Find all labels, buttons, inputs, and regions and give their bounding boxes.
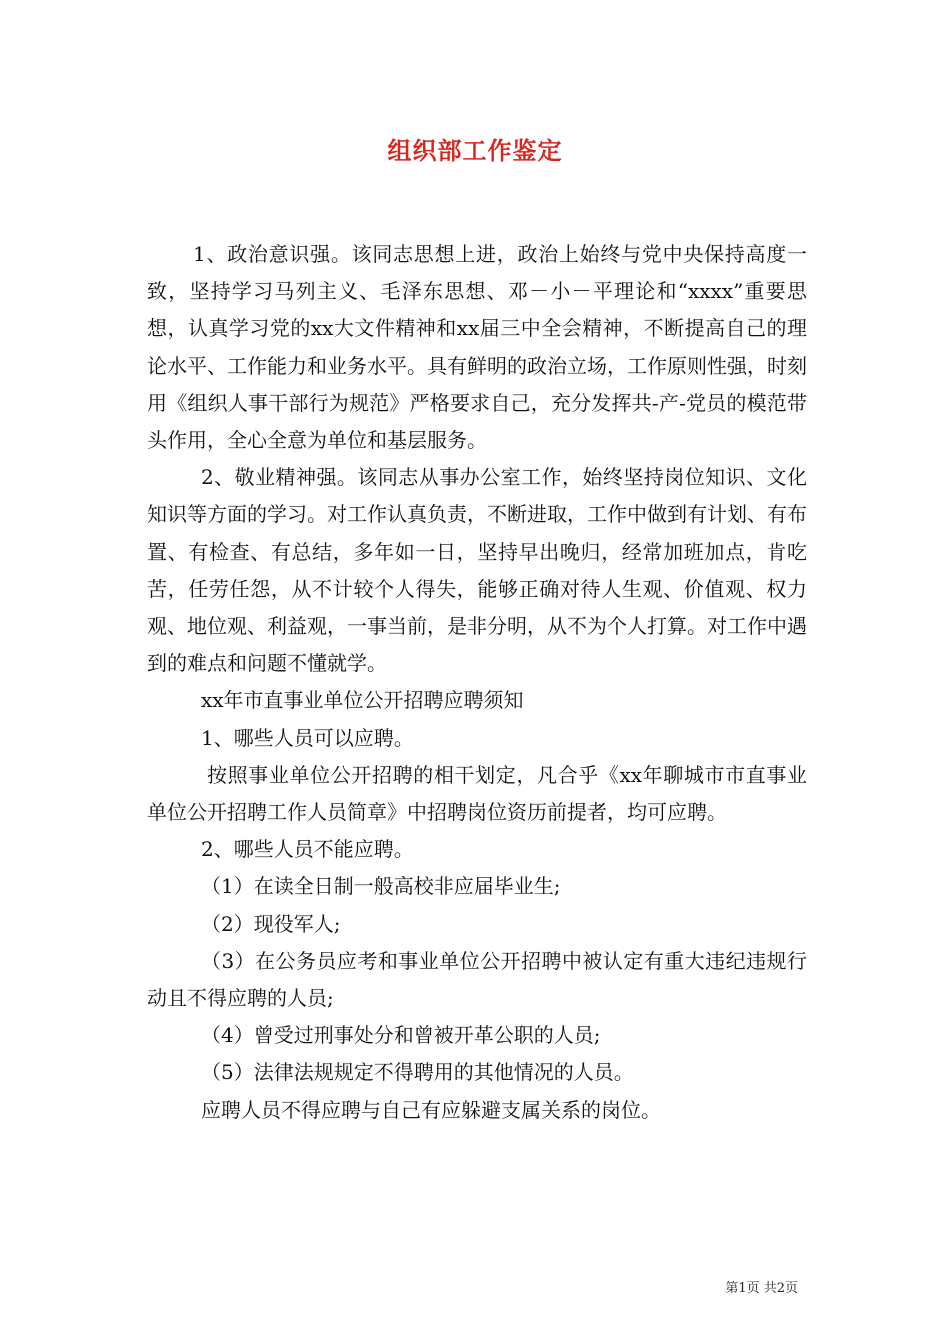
list-item-exclusion-2: （2）现役军人; — [201, 911, 341, 936]
list-item-exclusion-5: （5）法律法规规定不得聘用的其他情况的人员。 — [201, 1060, 634, 1085]
paragraph-who-can-apply: 1、哪些人员可以应聘。 — [201, 725, 414, 750]
page-number: 第1页 共2页 — [725, 1281, 798, 1296]
paragraph-political-awareness: 1、政治意识强。该同志思想上进，政治上始终与党中央保持高度一致，坚持学习马列主义、毛泽东思想、邓－小－平理论和“xxxx”重要思想，认真学习党的xx大文件精神和xx届三中全会精神，不断提高自己的理论水平、工作能力和业务水平。具有鲜明的政治立场，工作原则性强，时刻用《组织人事干部行为规范》严格要求自己，充分发挥共-产-党员的模范带头作用，全心全意为单位和基层服务。 — [147, 242, 807, 453]
paragraph-avoidance-rule: 应聘人员不得应聘与自己有应躲避支属关系的岗位。 — [201, 1097, 661, 1122]
document-body — [147, 236, 807, 1129]
paragraph-recruitment-heading: xx年市直事业单位公开招聘应聘须知 — [201, 688, 524, 713]
list-item-exclusion-3: （3）在公务员应考和事业单位公开招聘中被认定有重大违纪违规行动且不得应聘的人员; — [147, 948, 807, 1011]
list-item-exclusion-4: （4）曾受过刑事处分和曾被开革公职的人员; — [201, 1023, 601, 1048]
list-item-exclusion-1: （1）在读全日制一般高校非应届毕业生; — [201, 874, 561, 899]
document-title: 组织部工作鉴定 — [387, 136, 563, 165]
paragraph-dedication: 2、敬业精神强。该同志从事办公室工作，始终坚持岗位知识、文化知识等方面的学习。对工作认真负责，不断进取，工作中做到有计划、有布置、有检查、有总结，多年如一日，坚持早出晚归，经常加班加点，肯吃苦，任劳任怨，从不计较个人得失，能够正确对待人生观、价值观、权力观、地位观、利益观，一事当前，是非分明，从不为个人打算。对工作中遇到的难点和问题不懂就学。 — [147, 465, 807, 676]
paragraph-who-cannot-apply: 2、哪些人员不能应聘。 — [201, 837, 414, 862]
paragraph-eligibility: 按照事业单位公开招聘的相干划定，凡合乎《xx年聊城市市直事业单位公开招聘工作人员简章》中招聘岗位资历前提者，均可应聘。 — [147, 762, 807, 825]
